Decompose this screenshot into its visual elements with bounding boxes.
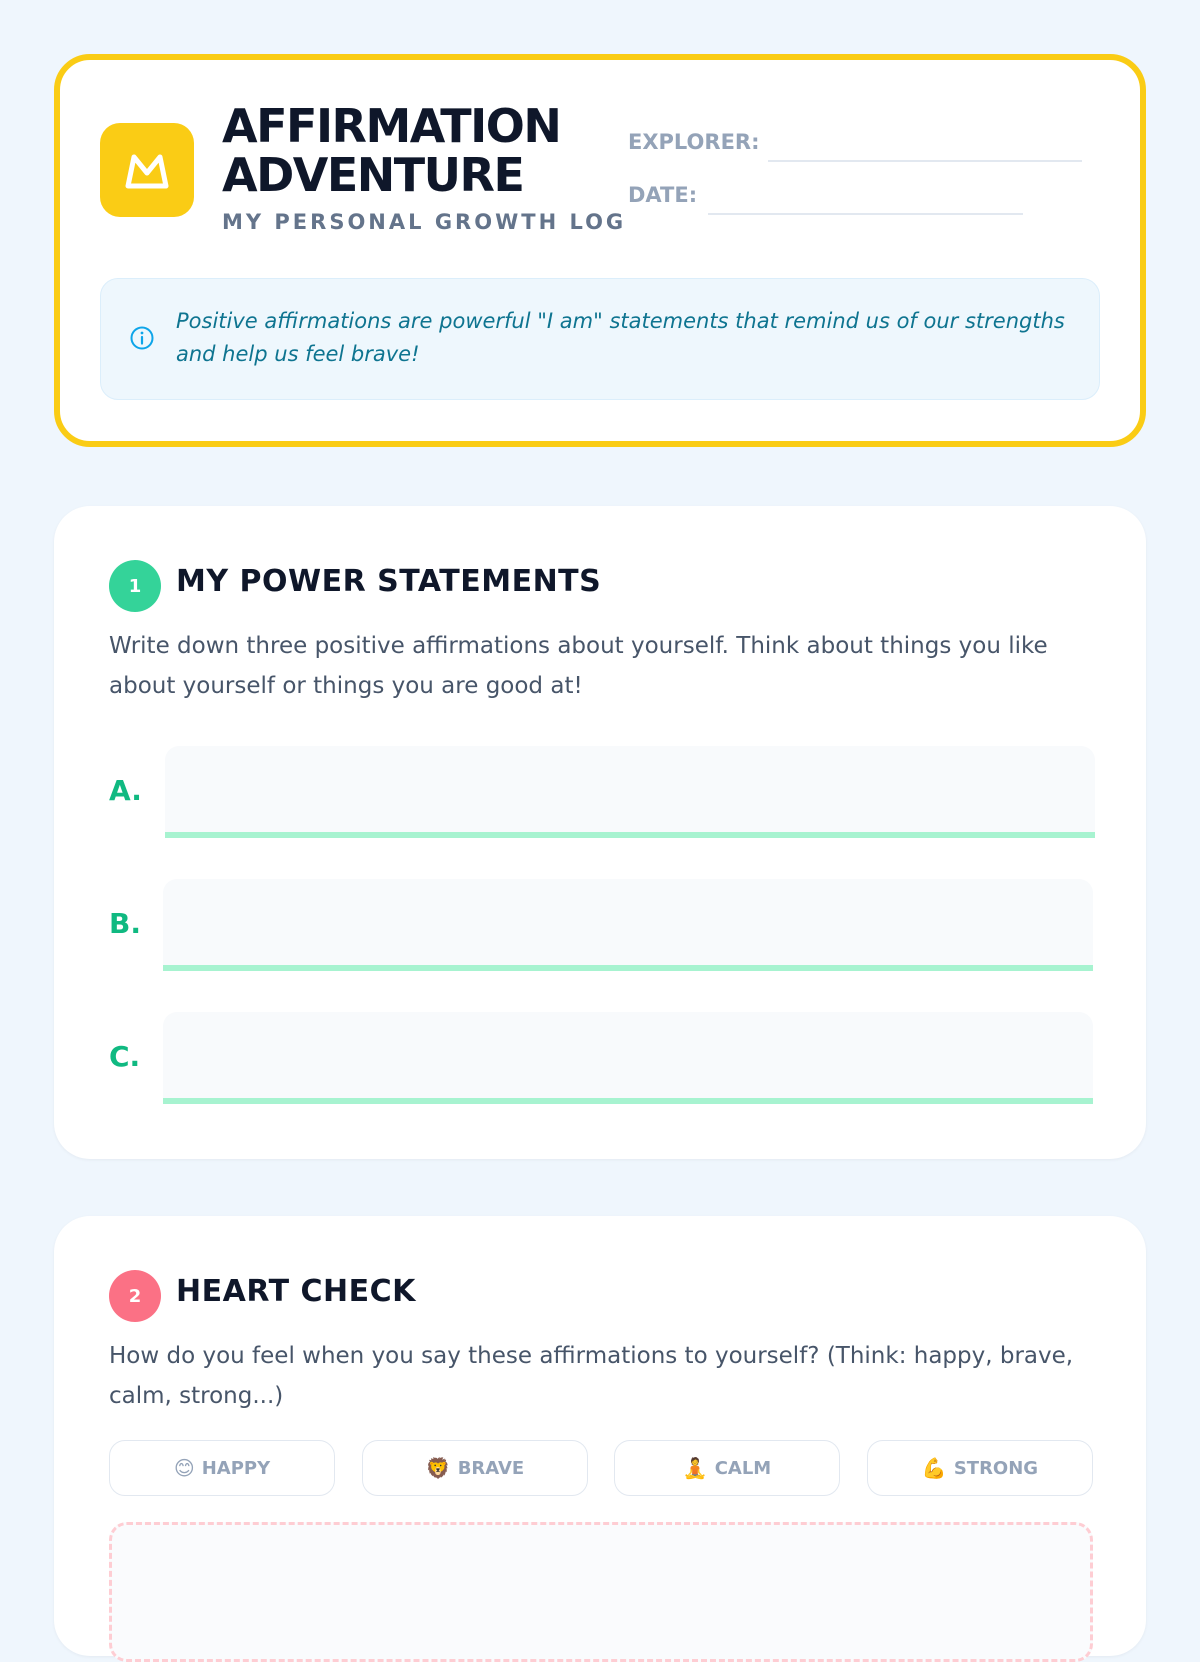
step-badge-2: 2	[109, 1270, 161, 1322]
feeling-chip-calm[interactable]	[614, 1440, 840, 1496]
title-line-2: ADVENTURE	[222, 148, 524, 202]
power-statements-section	[54, 506, 1146, 1159]
info-callout	[100, 278, 1100, 400]
date-label: DATE:	[628, 183, 698, 207]
heart-check-section	[54, 1216, 1146, 1656]
feeling-label: STRONG	[953, 1457, 1039, 1479]
section-description: How do you feel when you say these affirmations to yourself? (Think: happy, brave, calm, strong...)	[109, 1343, 1074, 1409]
feeling-label: CALM	[714, 1457, 772, 1479]
step-badge-1: 1	[109, 560, 161, 612]
row-label-a: A.	[109, 774, 142, 807]
row-label-c: C.	[109, 1040, 141, 1073]
app-subtitle: MY PERSONAL GROWTH LOG	[222, 210, 627, 234]
logo-badge	[100, 123, 194, 217]
date-field[interactable]	[708, 213, 1023, 215]
feelings-response-area[interactable]	[109, 1522, 1093, 1662]
header-card	[54, 54, 1146, 447]
section-title-power-statements: MY POWER STATEMENTS	[176, 564, 602, 599]
feeling-label: HAPPY	[201, 1457, 271, 1479]
app-title	[222, 99, 602, 202]
section-description: Write down three positive affirmations about yourself. Think about things you like about yourself or things you are good at!	[109, 633, 1048, 699]
crown-icon	[122, 148, 172, 192]
lion-emoji-icon: 🦁	[425, 1456, 451, 1480]
info-text: Positive affirmations are powerful "I am" statements that remind us of our strengths and help us feel brave!	[176, 309, 1065, 366]
feeling-chip-strong[interactable]	[867, 1440, 1093, 1496]
affirmation-input-c[interactable]	[163, 1012, 1093, 1104]
explorer-label: EXPLORER:	[628, 130, 760, 154]
section-title-heart-check: HEART CHECK	[176, 1274, 416, 1309]
affirmation-input-a[interactable]	[165, 746, 1095, 838]
feeling-chip-brave[interactable]	[362, 1440, 588, 1496]
feeling-chip-happy[interactable]	[109, 1440, 335, 1496]
smile-emoji-icon: 😊	[173, 1456, 195, 1480]
flexed-arm-emoji-icon: 💪	[921, 1456, 947, 1480]
feeling-label: BRAVE	[457, 1457, 525, 1479]
title-line-1: AFFIRMATION	[222, 99, 561, 153]
affirmation-input-b[interactable]	[163, 879, 1093, 971]
explorer-field[interactable]	[768, 160, 1082, 162]
row-label-b: B.	[109, 907, 141, 940]
info-icon	[129, 325, 155, 351]
meditation-emoji-icon: 🧘	[682, 1456, 708, 1480]
